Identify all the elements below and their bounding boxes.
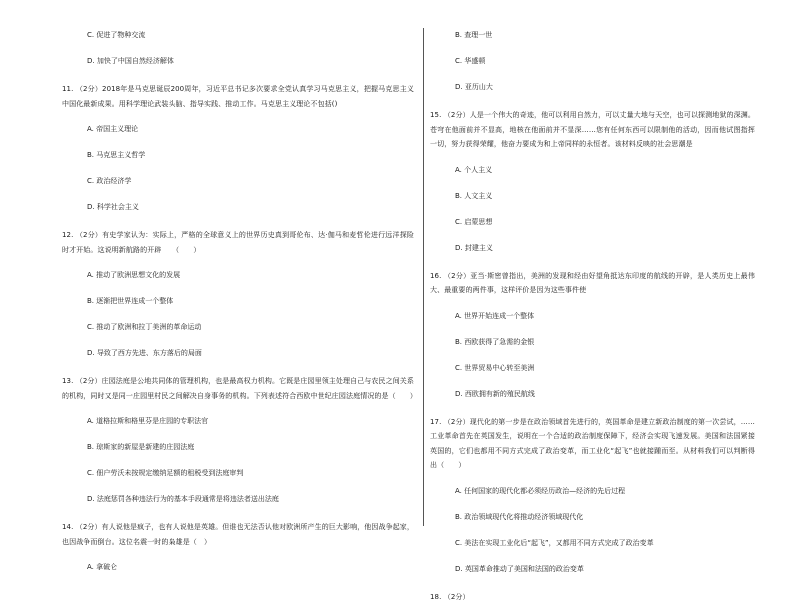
left-column [62, 30, 414, 572]
q13-option-d[interactable]: D. 法庭惩罚各种违法行为的基本手段通常是将违法者送出法庭 [62, 494, 414, 504]
q16-option-b[interactable]: B. 西欧获得了急需的金银 [430, 337, 755, 347]
q12-option-d[interactable]: D. 导致了西方先进、东方落后的局面 [62, 348, 414, 358]
question-16-stem: 16. （2分）亚当·斯密曾指出，美洲的发现和经由好望角抵达东印度的航线的开辟，是人类历史上最伟大、最重要的两件事，这样评价是因为这些事件使 [430, 269, 755, 298]
q13-option-b[interactable]: B. 琼斯家的新屋是新建的庄园法庭 [62, 442, 414, 452]
q17-option-d[interactable]: D. 英国革命推动了美国和法国的政治变革 [430, 564, 755, 574]
option-d[interactable]: D. 加快了中国自然经济解体 [62, 56, 414, 66]
question-11-stem: 11. （2分）2018年是马克思诞辰200周年，习近平总书记多次要求全党认真学习马克思主义，把握马克思主义中国化最新成果。用科学理论武装头脑、指导实践、推动工作。马克思主义理论不包括() [62, 82, 414, 111]
q12-option-a[interactable]: A. 推动了欧洲思想文化的发展 [62, 270, 414, 280]
q12-option-c[interactable]: C. 推动了欧洲和拉丁美洲的革命运动 [62, 322, 414, 332]
q16-option-d[interactable]: D. 西欧拥有新的殖民航线 [430, 389, 755, 399]
q16-option-c[interactable]: C. 世界贸易中心转至美洲 [430, 363, 755, 373]
q14-option-b[interactable]: B. 查理一世 [430, 30, 755, 40]
q12-option-b[interactable]: B. 逐渐把世界连成一个整体 [62, 296, 414, 306]
q11-option-c[interactable]: C. 政治经济学 [62, 176, 414, 186]
option-c[interactable]: C. 促进了物种交流 [62, 30, 414, 40]
question-17-stem: 17. （2分）现代化的第一步是在政治领域首先进行的，英国革命是建立新政治制度的第一次尝试，……工业革命首先在英国发生，说明在一个合适的政治制度保障下，经济会实现飞速发展。美国和法国紧接英国的，它们也都用不同方式完成了政治变革，而工业化“起飞”也就接踵而至。从材料我们可以判断得出（ ） [430, 415, 755, 473]
question-14-stem: 14. （2分）有人说他是疯子，也有人说他是英雄。但谁也无法否认他对欧洲所产生的巨大影响，他因战争起家，也因战争而倒台。这位名震一时的枭雄是（ ） [62, 520, 414, 549]
q11-option-b[interactable]: B. 马克思主义哲学 [62, 150, 414, 160]
q15-option-b[interactable]: B. 人文主义 [430, 191, 755, 201]
q13-option-a[interactable]: A. 道格拉斯和格里芬是庄园的专职法官 [62, 416, 414, 426]
column-divider [423, 28, 424, 526]
q17-option-c[interactable]: C. 美法在实现工业化后“起飞”，又都用不同方式完成了政治变革 [430, 538, 755, 548]
q14-option-c[interactable]: C. 华盛顿 [430, 56, 755, 66]
q13-option-c[interactable]: C. 佃户劳沃未按规定缴纳足额的租税受到法庭审判 [62, 468, 414, 478]
q14-option-d[interactable]: D. 亚历山大 [430, 82, 755, 92]
q17-option-b[interactable]: B. 政治领域现代化将推动经济领域现代化 [430, 512, 755, 522]
q15-option-a[interactable]: A. 个人主义 [430, 165, 755, 175]
question-15-stem: 15. （2分）人是一个伟大的奇迹，他可以利用自然力，可以丈量大地与天空，也可以探测地狱的深渊。苍穹在他面前并不显高，地核在他面前并不显深……您有任何东西可以限制他的活动，因而他试图指挥一切，努力获得荣耀，他奋力要成为和上帝同样的永恒者。该材料反映的社会思潮是 [430, 108, 755, 152]
q15-option-d[interactable]: D. 封建主义 [430, 243, 755, 253]
q16-option-a[interactable]: A. 世界开始连成一个整体 [430, 311, 755, 321]
q11-option-a[interactable]: A. 帝国主义理论 [62, 124, 414, 134]
question-13-stem: 13. （2分）庄园法庭是公地共同体的管理机构，也是最高权力机构。它既是庄园里领主处理自己与农民之间关系的机构，同时又是同一庄园里村民之间解决自身事务的机构。下列表述符合西欧中世纪庄园法庭情况的是（ ） [62, 374, 414, 403]
question-12-stem: 12. （2分）有史学家认为：实际上，严格的全球意义上的世界历史真到哥伦布、达·伽马和麦哲伦进行远洋探险时才开始。这说明新航路的开辟 （ ） [62, 228, 414, 257]
q14-option-a[interactable]: A. 拿破仑 [62, 562, 414, 572]
question-18-stem: 18. （2分） [430, 590, 755, 604]
q17-option-a[interactable]: A. 任何国家的现代化都必须经历政治—经济的先后过程 [430, 486, 755, 496]
q11-option-d[interactable]: D. 科学社会主义 [62, 202, 414, 212]
q15-option-c[interactable]: C. 启蒙思想 [430, 217, 755, 227]
right-column [430, 30, 755, 604]
